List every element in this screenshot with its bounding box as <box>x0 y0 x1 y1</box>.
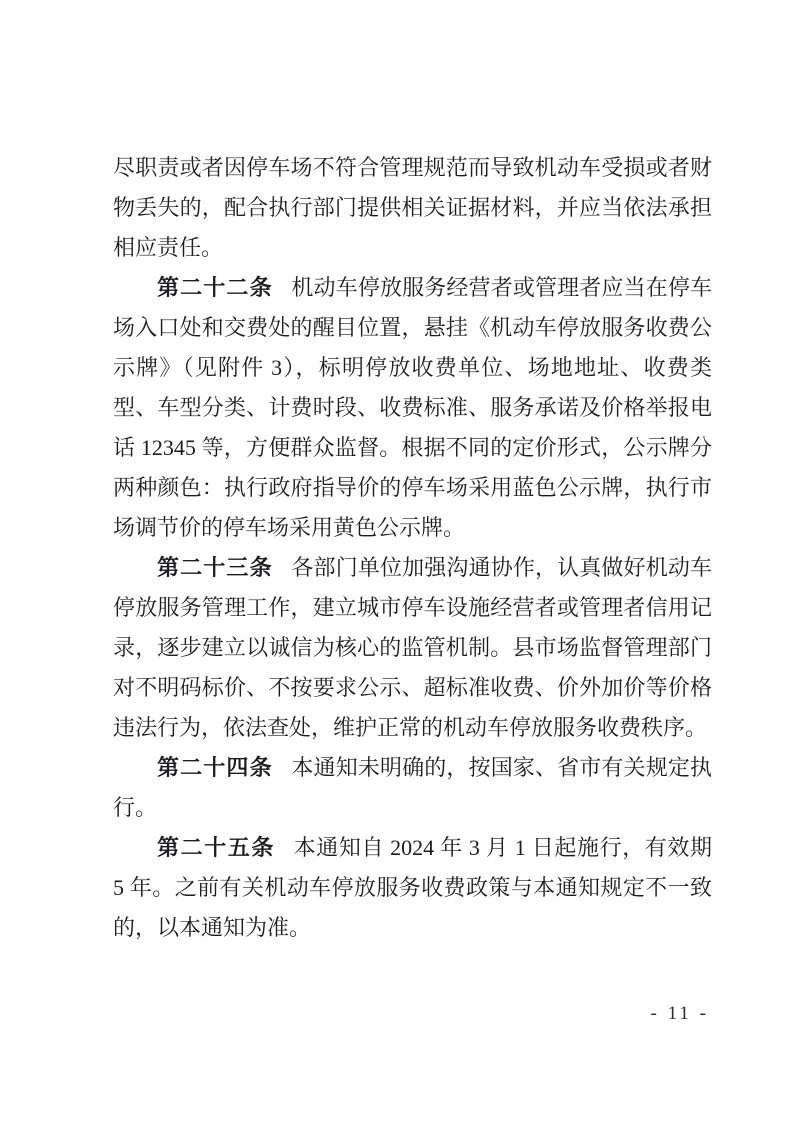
paragraph-clause-23 <box>113 548 712 748</box>
clause-number: 第二十二条 <box>157 275 273 300</box>
clause-number: 第二十五条 <box>157 835 275 860</box>
clause-number: 第二十三条 <box>157 555 273 580</box>
paragraph-text: 本通知未明确的，按国家、省市有关规定执行。 <box>113 755 712 820</box>
clause-number: 第二十四条 <box>157 755 273 780</box>
paragraph-text: 机动车停放服务经营者或管理者应当在停车场入口处和交费处的醒目位置，悬挂《机动车停放服务收费公示牌》（见附件 3），标明停放收费单位、场地地址、收费类型、车型分类、计费时段、收费标准、服务承诺及价格举报电话 12345 等，方便群众监督。根据不同的定价形式，公示牌分两种颜色：执行政府指导价的停车场采用蓝色公示牌，执行市场调节价的停车场采用黄色公示牌。 <box>113 275 712 540</box>
paragraph-clause-22 <box>113 268 712 548</box>
paragraph-continuation <box>113 148 712 268</box>
paragraph-clause-24 <box>113 748 712 828</box>
paragraph-text: 本通知自 2024 年 3 月 1 日起施行，有效期 5 年。之前有关机动车停放服务收费政策与本通知规定不一致的，以本通知为准。 <box>113 835 712 940</box>
document-body <box>113 148 712 948</box>
paragraph-text: 尽职责或者因停车场不符合管理规范而导致机动车受损或者财物丢失的，配合执行部门提供相关证据材料，并应当依法承担相应责任。 <box>113 155 712 260</box>
paragraph-clause-25 <box>113 828 712 948</box>
page-number: - 11 - <box>650 1003 709 1024</box>
paragraph-text: 各部门单位加强沟通协作，认真做好机动车停放服务管理工作，建立城市停车设施经营者或管理者信用记录，逐步建立以诚信为核心的监管机制。县市场监督管理部门对不明码标价、不按要求公示、超标准收费、价外加价等价格违法行为，依法查处，维护正常的机动车停放服务收费秩序。 <box>113 555 712 740</box>
